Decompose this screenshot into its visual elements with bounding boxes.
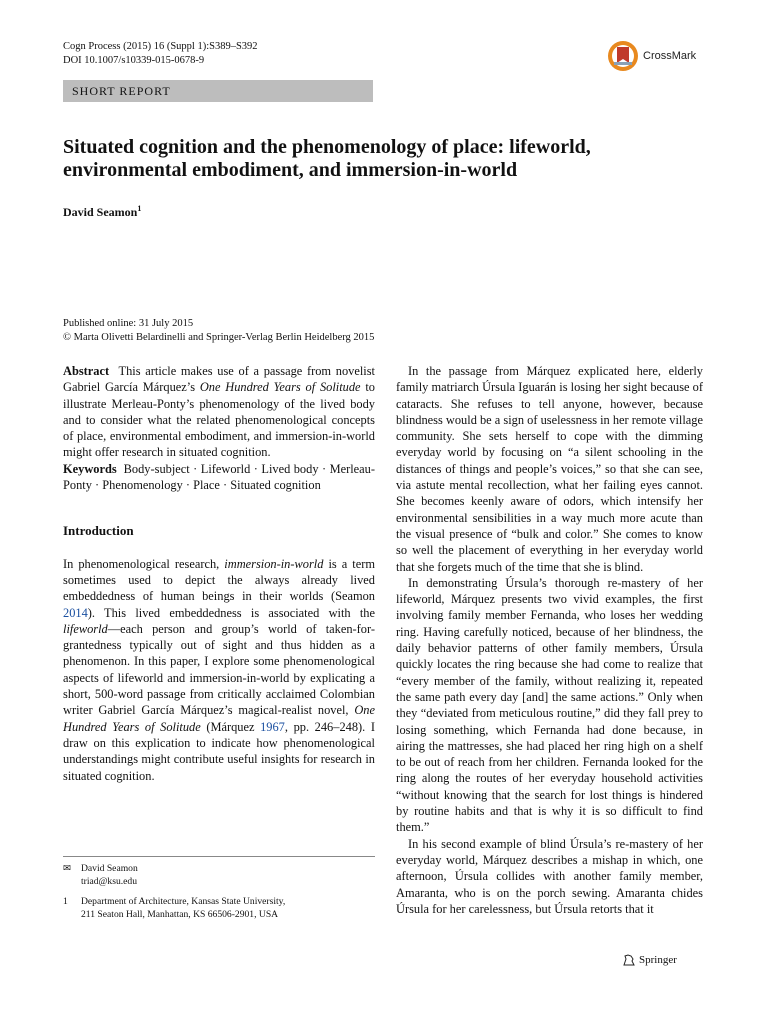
published-date: Published online: 31 July 2015: [63, 318, 194, 329]
keywords-label: Keywords: [63, 461, 117, 476]
intro-text: In phenomenological research,: [63, 556, 225, 571]
introduction-paragraph: [63, 556, 375, 784]
article-title: [63, 136, 703, 182]
author-text: David Seamon: [63, 205, 138, 219]
author-footnote: [63, 856, 375, 921]
journal-citation: [63, 40, 258, 68]
affiliation-row: [63, 896, 375, 921]
envelope-icon: ✉: [63, 863, 72, 874]
affiliation-line-1: Department of Architecture, Kansas State University,: [81, 896, 286, 907]
crossmark-icon: [607, 40, 639, 72]
abstract-book-title: One Hundred Years of Solitude: [199, 380, 361, 395]
abstract-text-1: This article makes use of a passage from novelist Gabriel García Márquez’s: [63, 364, 376, 395]
body-paragraph-3: In his second example of blind Úrsula’s re-mastery of her everyday world, Márquez describes a mishap in which, one afternoon, Úrsula collides with another family member, Amaranta, who is on the porch sewing. Amaranta chides Úrsula for her carelessness, but Úrsula retorts that it: [396, 836, 703, 916]
right-column: [396, 363, 703, 917]
abstract-text-2: to illustrate Merleau-Ponty’s phenomenology of the lived body and to consider what the related phenomenological concepts of place, environmental embodiment, and immersion-in-world might offer research in situated cognition.: [63, 380, 375, 460]
keywords: [63, 461, 375, 494]
publisher-logo: [622, 953, 677, 967]
crossmark-label: CrossMark: [643, 50, 697, 62]
intro-book-title: One Hundred Years of Solitude: [63, 703, 375, 734]
journal-line: Cogn Process (2015) 16 (Suppl 1):S389–S392: [63, 41, 258, 52]
title-line-2: environmental embodiment, and immersion-in-world: [63, 159, 518, 181]
correspondence-row: [63, 863, 375, 888]
body-paragraph-2: In demonstrating Úrsula’s thorough re-mastery of her lifeworld, Márquez presents two vivid examples, the first involving family member Fernanda, who loses her wedding ring. Having carefully noticed, because of her blindness, the daily behavior patterns of other family members, Úrsula quickly locates the ring because she had come to realize that “every member of the family, without realizing it, repeated the same path every day [and] the same actions.” Only when they “deviated from meticulous routine,” did they fall prey to losing something, which Fernanda had done because, in airing the mattresses, she had placed her ring high on a shelf to be out of reach from her children. Fernanda looked for the ring along the routes of her everyday household activities “without knowing that the search for lost things is hindered by routine habits and that is why it is so difficult to find them.”: [396, 575, 703, 835]
body-paragraph-1: In the passage from Márquez explicated here, elderly family matriarch Úrsula Iguarán is losing her sight because of cataracts. She refuses to tell anyone, however, because blindness would be a sign of uselessness in her remote village community. She sets herself to cope with the dimming everyday world by focusing on “a silent schooling in the distances of things and people’s voices,” so that she can see, via astute mental recollection, what her failing eyes cannot. She becomes keenly aware of odors, which intensify her environmental sensibilities in a way much more acute than the visual presence of “bulk and color.” She comes to know so well the placement of everything in her everyday world that she forgets much of the time that she is blind.: [396, 364, 703, 574]
citation-link[interactable]: 1967: [260, 719, 285, 734]
intro-text: ). This lived embeddedness is associated with the: [87, 605, 375, 620]
introduction-heading: Introduction: [63, 523, 134, 539]
affiliation-line-2: 211 Seaton Hall, Manhattan, KS 66506-2901, USA: [81, 908, 279, 920]
intro-text: is a term sometimes used to depict the always already lived embeddedness of human beings in their worlds (Seamon: [63, 556, 375, 604]
springer-horse-icon: [622, 953, 636, 967]
footnote-name: David Seamon: [81, 863, 138, 874]
citation-link[interactable]: 2014: [63, 605, 88, 620]
intro-text: (Márquez: [200, 719, 261, 734]
intro-term: lifeworld: [63, 621, 108, 636]
intro-text: , pp. 246–248). I draw on this explication to indicate how phenomenological understandings might contribute useful insights for research in situated cognition.: [63, 719, 375, 783]
title-line-1: Situated cognition and the phenomenology of place: lifeworld,: [63, 136, 591, 158]
doi-line: DOI 10.1007/s10339-015-0678-9: [63, 55, 205, 66]
section-label-bar: SHORT REPORT: [63, 80, 373, 102]
keywords-text: Body-subject · Lifeworld · Lived body · Merleau-Ponty · Phenomenology · Place · Situated cognition: [63, 461, 375, 493]
left-column: [63, 363, 375, 784]
author-affiliation-mark: 1: [137, 204, 142, 213]
abstract: [63, 363, 375, 461]
intro-text: —each person and group’s world of taken-for-grantedness typically out of sight and thus hidden as a phenomenon. In this paper, I explore some phenomenological aspects of lifeworld and immersion-in-world by explicating a short, 500-word passage from critically acclaimed Colombian writer Gabriel García Márquez’s magical-realist novel,: [63, 621, 375, 718]
copyright-line: © Marta Olivetti Belardinelli and Springer-Verlag Berlin Heidelberg 2015: [63, 332, 375, 343]
intro-term: immersion-in-world: [224, 556, 324, 571]
author-name: [63, 204, 141, 220]
publication-info: [63, 317, 374, 345]
crossmark-badge[interactable]: [607, 40, 696, 72]
abstract-label: Abstract: [63, 364, 110, 378]
publisher-name: Springer: [639, 954, 677, 966]
affiliation-mark: 1: [63, 896, 68, 907]
footnote-email[interactable]: triad@ksu.edu: [81, 875, 137, 887]
